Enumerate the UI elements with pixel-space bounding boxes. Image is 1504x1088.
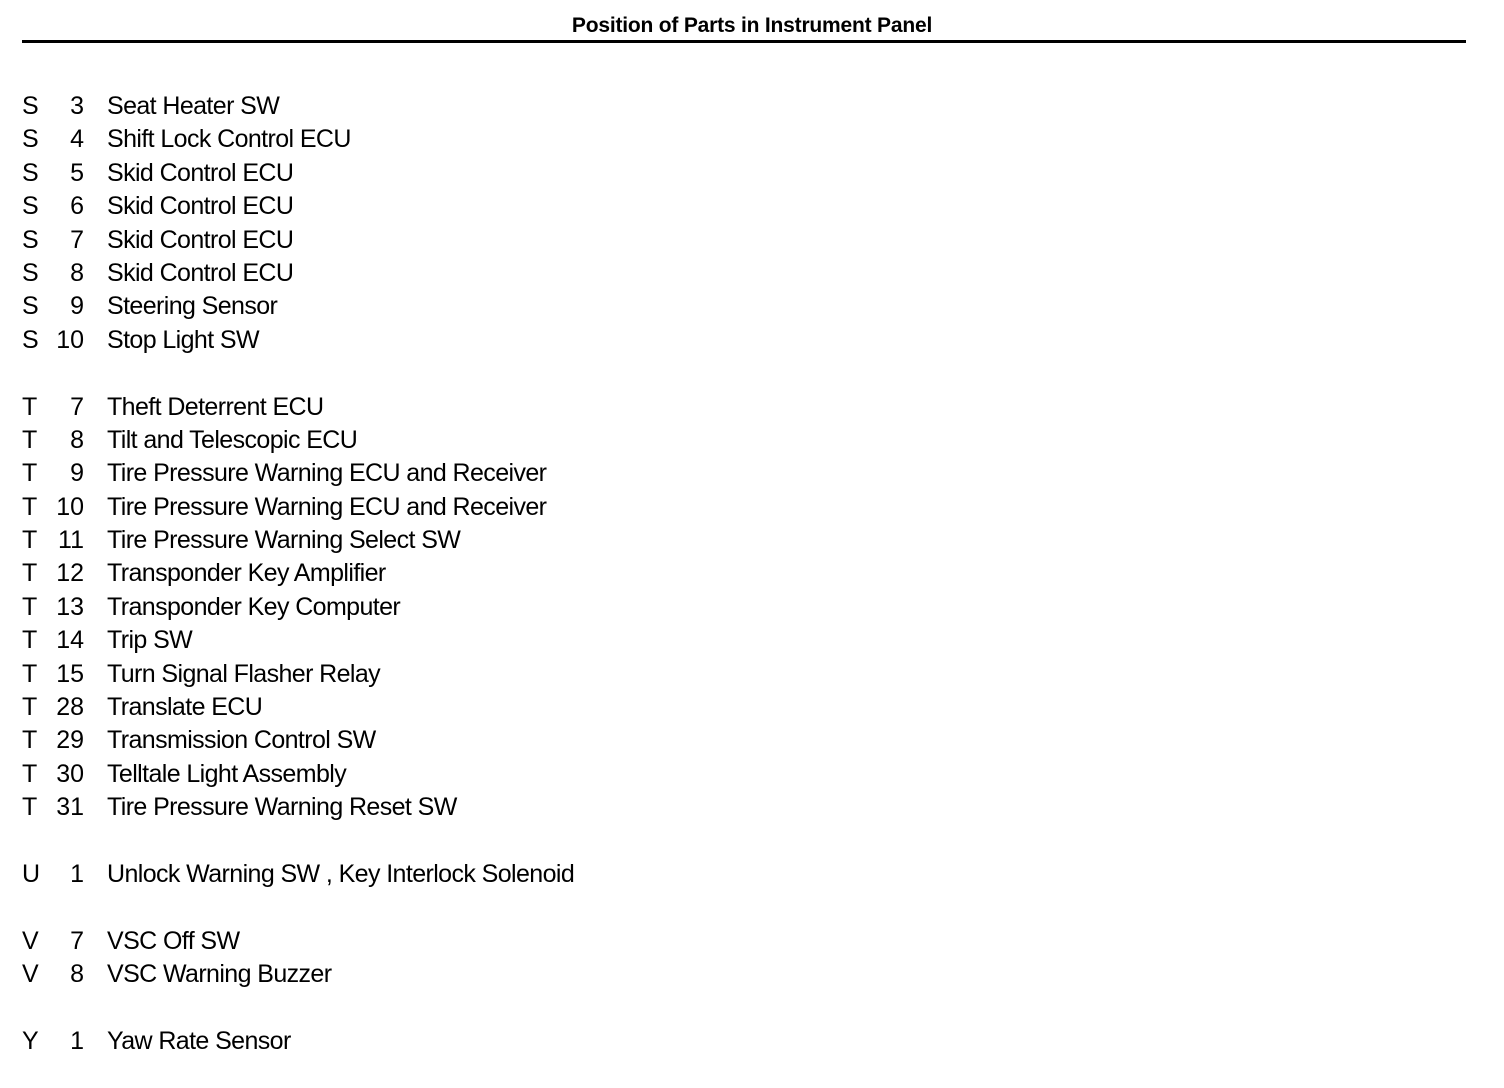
part-code-number: 5: [70, 158, 84, 187]
part-code-letter: U: [22, 859, 41, 888]
part-name: Transponder Key Amplifier: [107, 559, 386, 588]
part-row: [0, 157, 1504, 190]
part-name: Yaw Rate Sensor: [107, 1026, 291, 1055]
part-code-number: 10: [56, 492, 84, 521]
part-row: [0, 491, 1504, 524]
part-code-letter: T: [22, 726, 38, 755]
part-code-letter: S: [22, 325, 39, 354]
part-name: Tire Pressure Warning Reset SW: [107, 793, 457, 822]
part-row: [0, 758, 1504, 791]
part-name: VSC Off SW: [107, 926, 240, 955]
part-row: [0, 424, 1504, 457]
part-code-letter: Y: [22, 1026, 39, 1055]
part-row: [0, 90, 1504, 123]
part-row: [0, 457, 1504, 490]
part-code-letter: T: [22, 459, 38, 488]
part-row: [0, 190, 1504, 223]
part-row: [0, 691, 1504, 724]
part-code-letter: V: [22, 926, 39, 955]
part-code-number: 9: [70, 292, 84, 321]
page-title: Position of Parts in Instrument Panel: [571, 14, 933, 37]
part-name: Telltale Light Assembly: [107, 759, 347, 788]
part-code-letter: S: [22, 92, 39, 120]
part-name: Trip SW: [107, 626, 193, 655]
part-code-letter: T: [22, 559, 38, 588]
part-code-number: 28: [56, 693, 84, 722]
part-code-letter: T: [22, 659, 38, 688]
part-name: Steering Sensor: [107, 292, 278, 321]
part-row: [0, 724, 1504, 757]
part-code-letter: S: [22, 258, 39, 287]
part-code-letter: S: [22, 125, 39, 154]
part-code-number: 7: [70, 392, 84, 421]
part-code-number: 8: [70, 258, 84, 287]
part-code-letter: V: [22, 960, 39, 989]
part-code-number: 30: [56, 759, 84, 788]
part-name: Tilt and Telescopic ECU: [107, 425, 358, 454]
part-name: Seat Heater SW: [107, 92, 280, 120]
part-name: VSC Warning Buzzer: [107, 960, 332, 989]
part-name: Stop Light SW: [107, 325, 260, 354]
part-code-number: 4: [70, 125, 84, 154]
part-row: [0, 1025, 1504, 1058]
part-code-number: 7: [70, 225, 84, 254]
part-code-letter: T: [22, 425, 38, 454]
part-name: Skid Control ECU: [107, 158, 294, 187]
part-row: [0, 858, 1504, 891]
part-name: Transponder Key Computer: [107, 592, 401, 621]
part-name: Skid Control ECU: [107, 225, 294, 254]
part-row: [0, 624, 1504, 657]
part-code-number: 14: [56, 626, 84, 655]
part-code-letter: T: [22, 759, 38, 788]
part-code-number: 9: [70, 459, 84, 488]
part-name: Skid Control ECU: [107, 192, 294, 221]
part-row: [0, 391, 1504, 424]
part-code-number: 1: [70, 1026, 84, 1055]
part-row: [0, 224, 1504, 257]
part-row: [0, 290, 1504, 323]
part-code-number: 8: [70, 425, 84, 454]
part-row: [0, 524, 1504, 557]
part-name: Tire Pressure Warning ECU and Receiver: [107, 459, 547, 488]
part-code-letter: S: [22, 158, 39, 187]
part-code-number: 15: [56, 659, 84, 688]
part-code-number: 6: [70, 192, 84, 221]
part-name: Skid Control ECU: [107, 258, 294, 287]
part-row: [0, 791, 1504, 824]
part-code-number: 13: [56, 592, 84, 621]
part-name: Theft Deterrent ECU: [107, 392, 324, 421]
part-code-letter: T: [22, 392, 38, 421]
part-row: [0, 925, 1504, 958]
part-name: Tire Pressure Warning ECU and Receiver: [107, 492, 547, 521]
part-name: Transmission Control SW: [107, 726, 376, 755]
part-code-letter: T: [22, 592, 38, 621]
part-code-letter: T: [22, 793, 38, 822]
title-divider: [22, 40, 1466, 43]
part-code-number: 29: [56, 726, 84, 755]
part-code-number: 3: [70, 92, 84, 120]
part-name: Turn Signal Flasher Relay: [107, 659, 381, 688]
parts-list: [0, 90, 1504, 1058]
part-name: Unlock Warning SW , Key Interlock Solenoid: [107, 859, 575, 888]
part-code-number: 1: [70, 859, 84, 888]
part-code-letter: T: [22, 626, 38, 655]
part-code-letter: T: [22, 492, 38, 521]
part-row: [0, 557, 1504, 590]
part-row: [0, 257, 1504, 290]
part-code-number: 7: [70, 926, 84, 955]
part-code-number: 10: [56, 325, 84, 354]
part-code-number: 31: [56, 793, 84, 822]
part-code-number: 11: [58, 526, 84, 555]
part-name: Translate ECU: [107, 693, 263, 722]
part-name: Tire Pressure Warning Select SW: [107, 526, 461, 555]
part-code-letter: S: [22, 225, 39, 254]
part-name: Shift Lock Control ECU: [107, 125, 351, 154]
part-code-letter: S: [22, 192, 39, 221]
part-row: [0, 658, 1504, 691]
part-code-letter: T: [22, 693, 38, 722]
part-code-number: 12: [56, 559, 84, 588]
part-row: [0, 123, 1504, 156]
part-code-letter: S: [22, 292, 39, 321]
part-row: [0, 958, 1504, 991]
part-row: [0, 591, 1504, 624]
part-row: [0, 324, 1504, 357]
part-code-letter: T: [22, 526, 38, 555]
part-code-number: 8: [70, 960, 84, 989]
